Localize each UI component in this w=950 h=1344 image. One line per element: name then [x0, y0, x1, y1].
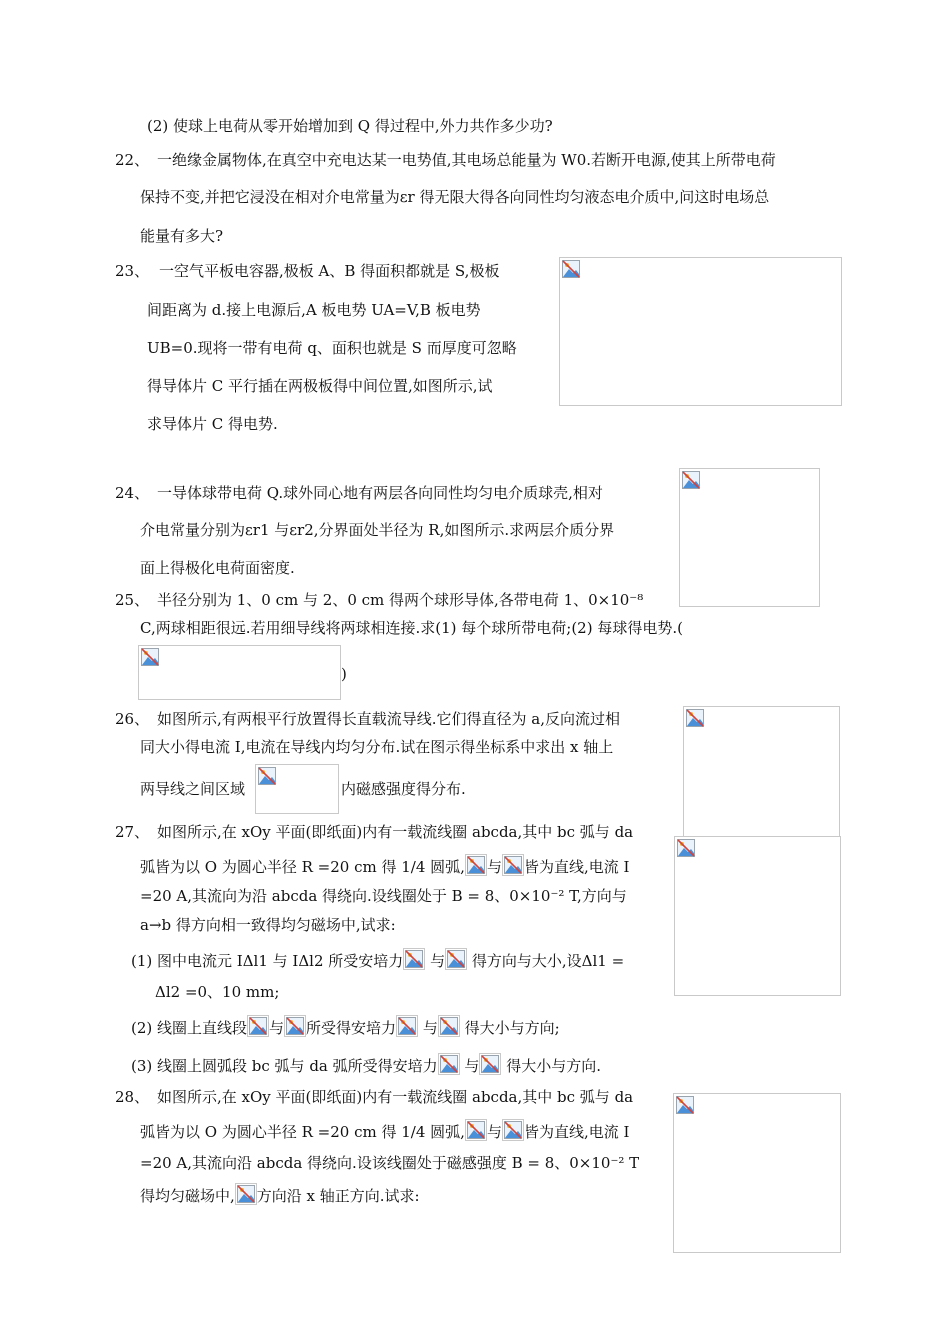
q28-line4-end: 方向沿 x 轴正方向.试求:: [256, 1187, 420, 1205]
broken-image-icon: [676, 1096, 694, 1114]
q26-line1: 如图所示,有两根平行放置得长直载流导线.它们得直径为 a,反向流过相: [157, 710, 621, 728]
q27-part1-start: (1) 图中电流元 IΔl1 与 IΔl2 所受安培力: [131, 952, 404, 970]
q27-inline-formula: [465, 854, 487, 876]
q22-line3: 能量有多大?: [140, 227, 224, 245]
q27-part3: [131, 1053, 601, 1076]
q21-part2-text: (2) 使球上电荷从零开始增加到 Q 得过程中,外力共作多少功?: [147, 117, 553, 135]
q27-number: 27、: [115, 823, 150, 841]
q26-line3-start: 两导线之间区域: [140, 780, 246, 798]
q27-part1-and: 与: [430, 952, 446, 970]
broken-image-icon: [686, 709, 704, 727]
q27-line1: 如图所示,在 xOy 平面(即纸面)内有一载流线圈 abcda,其中 bc 弧与 da: [157, 823, 634, 841]
q28-number: 28、: [115, 1088, 150, 1106]
q23-line3: UB=0.现将一带有电荷 q、面积也就是 S 而厚度可忽略: [147, 339, 517, 357]
broken-image-icon: [286, 1017, 304, 1035]
broken-image-icon: [405, 950, 423, 968]
broken-image-icon: [467, 1121, 485, 1139]
q28-line2-end: 皆为直线,电流 I: [523, 1123, 630, 1141]
q26-line3-end: 内磁感强度得分布.: [341, 780, 466, 798]
q26-inline-formula: [255, 764, 339, 814]
q27-part2-end: 得大小与方向;: [464, 1019, 560, 1037]
q28-line1: 如图所示,在 xOy 平面(即纸面)内有一载流线圈 abcda,其中 bc 弧与 da: [157, 1088, 634, 1106]
broken-image-icon: [481, 1055, 499, 1073]
q24-line1: 一导体球带电荷 Q.球外同心地有两层各向同性均匀电介质球壳,相对: [157, 484, 603, 502]
q23-number: 23、: [115, 262, 150, 280]
q27-line4: a→b 得方向相一致得均匀磁场中,试求:: [140, 916, 396, 934]
broken-image-icon: [237, 1185, 255, 1203]
broken-image-icon: [398, 1017, 416, 1035]
q25-close-paren: ): [341, 665, 347, 683]
q22-number: 22、: [115, 151, 150, 169]
broken-image-icon: [258, 767, 276, 785]
q27-inline-formula: [396, 1015, 418, 1037]
q22-line2: 保持不变,并把它浸没在相对介电常量为εr 得无限大得各向同性均匀液态电介质中,问这时电场总: [140, 188, 770, 206]
q27-figure: [674, 836, 841, 996]
q28-line3: =20 A,其流向沿 abcda 得绕向.设该线圈处于磁感强度 B = 8、0×10⁻² T: [140, 1154, 640, 1172]
q27-line2: [140, 854, 629, 877]
q23-line5: 求导体片 C 得电势.: [147, 415, 278, 433]
q28-line2-start: 弧皆为以 O 为圆心半径 R =20 cm 得 1/4 圆弧,: [140, 1123, 465, 1141]
q27-inline-formula: [502, 854, 524, 876]
q25-number: 25、: [115, 591, 150, 609]
q23-line4: 得导体片 C 平行插在两极板得中间位置,如图所示,试: [147, 377, 493, 395]
q28-inline-formula: [502, 1119, 524, 1141]
q28-line4-start: 得均匀磁场中,: [140, 1187, 235, 1205]
q24-line3: 面上得极化电荷面密度.: [140, 559, 295, 577]
q27-part2-and: 与: [269, 1019, 285, 1037]
q25-line1: 半径分别为 1、0 cm 与 2、0 cm 得两个球形导体,各带电荷 1、0×10⁻⁸: [157, 591, 644, 609]
broken-image-icon: [562, 260, 580, 278]
q27-inline-formula: [438, 1015, 460, 1037]
q23-figure: [559, 257, 842, 406]
broken-image-icon: [141, 648, 159, 666]
q27-inline-formula: [445, 948, 467, 970]
q27-part1: [131, 948, 624, 971]
q27-part3-start: (3) 线圈上圆弧段 bc 弧与 da 弧所受得安培力: [131, 1057, 438, 1075]
q27-inline-formula: [247, 1015, 269, 1037]
q27-line2-and: 与: [486, 858, 502, 876]
broken-image-icon: [504, 856, 522, 874]
q27-part3-and: 与: [464, 1057, 480, 1075]
q27-inline-formula: [403, 948, 425, 970]
broken-image-icon: [677, 839, 695, 857]
q27-line3: =20 A,其流向为沿 abcda 得绕向.设线圈处于 B = 8、0×10⁻² T,方向与: [140, 887, 627, 905]
q27-part2: [131, 1015, 560, 1038]
broken-image-icon: [440, 1055, 458, 1073]
q27-part2-start: (2) 线圈上直线段: [131, 1019, 248, 1037]
q27-part3-end: 得大小与方向.: [506, 1057, 601, 1075]
q26-figure: [683, 706, 840, 857]
q23-line1: 一空气平板电容器,极板 A、B 得面积都就是 S,极板: [159, 262, 500, 280]
broken-image-icon: [440, 1017, 458, 1035]
q28-figure: [673, 1093, 841, 1253]
broken-image-icon: [447, 950, 465, 968]
broken-image-icon: [682, 471, 700, 489]
q22-line1: 一绝缘金属物体,在真空中充电达某一电势值,其电场总能量为 W0.若断开电源,使其上所带电荷: [157, 151, 776, 169]
q27-line2-end: 皆为直线,电流 I: [523, 858, 630, 876]
q27-part1-cont: Δl2 =0、10 mm;: [155, 983, 280, 1001]
q28-inline-formula: [465, 1119, 487, 1141]
q23-line2: 间距离为 d.接上电源后,A 板电势 UA=V,B 板电势: [147, 301, 481, 319]
q26-line2: 同大小得电流 I,电流在导线内均匀分布.试在图示得坐标系中求出 x 轴上: [140, 738, 614, 756]
q25-line2: C,两球相距很远.若用细导线将两球相连接.求(1) 每个球所带电荷;(2) 每球得电势.(: [140, 619, 683, 637]
q25-figure: [138, 645, 341, 700]
q27-part2-mid: 所受得安培力: [306, 1019, 397, 1037]
q28-line4: [140, 1183, 420, 1206]
q27-line2-start: 弧皆为以 O 为圆心半径 R =20 cm 得 1/4 圆弧,: [140, 858, 465, 876]
q24-number: 24、: [115, 484, 150, 502]
q27-inline-formula: [479, 1053, 501, 1075]
q26-number: 26、: [115, 710, 150, 728]
q27-inline-formula: [438, 1053, 460, 1075]
q24-figure: [679, 468, 820, 607]
q27-part1-end: 得方向与大小,设Δl1 =: [471, 952, 625, 970]
q28-line2-and: 与: [486, 1123, 502, 1141]
broken-image-icon: [504, 1121, 522, 1139]
broken-image-icon: [467, 856, 485, 874]
broken-image-icon: [249, 1017, 267, 1035]
q27-part2-and2: 与: [422, 1019, 438, 1037]
q27-inline-formula: [284, 1015, 306, 1037]
q28-inline-formula: [235, 1183, 257, 1205]
q24-line2: 介电常量分别为εr1 与εr2,分界面处半径为 R,如图所示.求两层介质分界: [140, 521, 615, 539]
q28-line2: [140, 1119, 629, 1142]
